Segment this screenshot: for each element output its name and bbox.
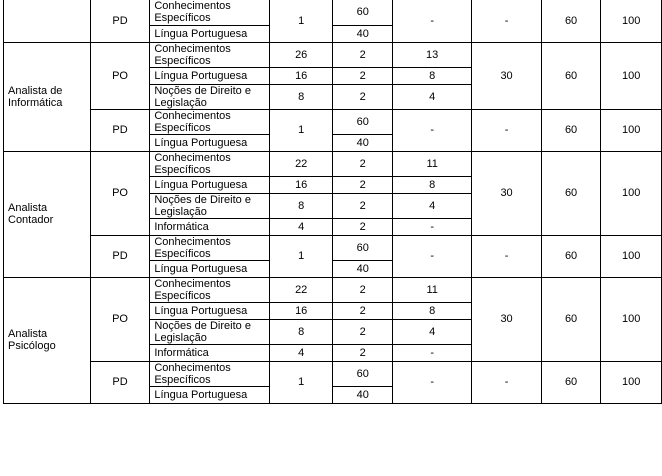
table-row [4, 235, 662, 260]
discipline-cell: Língua Portuguesa [150, 67, 270, 84]
total-min-cell: - [472, 109, 541, 151]
exam-table-body [4, 0, 662, 403]
minimum-cell: 8 [393, 176, 472, 193]
points-cell: 2 [333, 84, 393, 109]
discipline-cell: Noções de Direito e Legislação [150, 193, 270, 218]
discipline-cell: Conhecimentos Específicos [150, 0, 270, 25]
discipline-cell: Língua Portuguesa [150, 134, 270, 151]
discipline-cell: Conhecimentos Específicos [150, 42, 270, 67]
min-score-cell: 60 [541, 277, 601, 361]
table-row [4, 151, 662, 176]
modality-cell: PD [90, 361, 150, 403]
points-cell: 60 [333, 235, 393, 260]
points-cell: 40 [333, 386, 393, 403]
points-cell: 2 [333, 176, 393, 193]
points-cell: 2 [333, 42, 393, 67]
minimum-cell: 4 [393, 84, 472, 109]
questions-cell: 16 [269, 67, 333, 84]
discipline-cell: Língua Portuguesa [150, 302, 270, 319]
discipline-cell: Conhecimentos Específicos [150, 277, 270, 302]
questions-cell: 26 [269, 42, 333, 67]
max-score-cell: 100 [601, 361, 662, 403]
modality-cell: PO [90, 42, 150, 109]
min-score-cell: 60 [541, 151, 601, 235]
minimum-cell: - [393, 235, 472, 277]
questions-cell: 8 [269, 319, 333, 344]
exam-table [3, 0, 662, 404]
questions-cell: 8 [269, 84, 333, 109]
questions-cell: 8 [269, 193, 333, 218]
max-score-cell: 100 [601, 151, 662, 235]
min-score-cell: 60 [541, 361, 601, 403]
table-row [4, 361, 662, 386]
max-score-cell: 100 [601, 42, 662, 109]
questions-cell: 1 [269, 361, 333, 403]
max-score-cell: 100 [601, 109, 662, 151]
total-min-cell: - [472, 361, 541, 403]
minimum-cell: - [393, 361, 472, 403]
minimum-cell: 4 [393, 319, 472, 344]
modality-cell: PO [90, 151, 150, 235]
discipline-cell: Informática [150, 218, 270, 235]
cargo-cell: Analista Contador [4, 151, 91, 277]
questions-cell: 22 [269, 277, 333, 302]
points-cell: 2 [333, 218, 393, 235]
questions-cell: 22 [269, 151, 333, 176]
minimum-cell: 4 [393, 193, 472, 218]
points-cell: 2 [333, 193, 393, 218]
questions-cell: 1 [269, 235, 333, 277]
discipline-cell: Conhecimentos Específicos [150, 361, 270, 386]
points-cell: 2 [333, 344, 393, 361]
points-cell: 60 [333, 361, 393, 386]
points-cell: 2 [333, 151, 393, 176]
points-cell: 60 [333, 109, 393, 134]
points-cell: 2 [333, 67, 393, 84]
minimum-cell: 11 [393, 277, 472, 302]
minimum-cell: 8 [393, 302, 472, 319]
discipline-cell: Língua Portuguesa [150, 260, 270, 277]
max-score-cell: 100 [601, 277, 662, 361]
discipline-cell: Noções de Direito e Legislação [150, 319, 270, 344]
discipline-cell: Língua Portuguesa [150, 25, 270, 42]
minimum-cell: - [393, 218, 472, 235]
min-score-cell: 60 [541, 109, 601, 151]
minimum-cell: - [393, 344, 472, 361]
minimum-cell: 13 [393, 42, 472, 67]
modality-cell: PO [90, 277, 150, 361]
discipline-cell: Informática [150, 344, 270, 361]
total-min-cell: 30 [472, 151, 541, 235]
cargo-cell: Analista Psicólogo [4, 277, 91, 403]
min-score-cell: 60 [541, 42, 601, 109]
questions-cell: 4 [269, 344, 333, 361]
minimum-cell: - [393, 0, 472, 42]
questions-cell: 4 [269, 218, 333, 235]
points-cell: 40 [333, 260, 393, 277]
points-cell: 40 [333, 25, 393, 42]
discipline-cell: Conhecimentos Específicos [150, 235, 270, 260]
total-min-cell: 30 [472, 42, 541, 109]
points-cell: 2 [333, 319, 393, 344]
modality-cell: PD [90, 235, 150, 277]
questions-cell: 1 [269, 109, 333, 151]
total-min-cell: 30 [472, 277, 541, 361]
points-cell: 2 [333, 302, 393, 319]
modality-cell: PD [90, 0, 150, 42]
discipline-cell: Conhecimentos Específicos [150, 109, 270, 134]
points-cell: 40 [333, 134, 393, 151]
questions-cell: 16 [269, 176, 333, 193]
cargo-cell: Analista de Informática [4, 42, 91, 151]
max-score-cell: 100 [601, 0, 662, 42]
points-cell: 60 [333, 0, 393, 25]
discipline-cell: Língua Portuguesa [150, 386, 270, 403]
questions-cell: 16 [269, 302, 333, 319]
discipline-cell: Noções de Direito e Legislação [150, 84, 270, 109]
min-score-cell: 60 [541, 235, 601, 277]
discipline-cell: Conhecimentos Específicos [150, 151, 270, 176]
table-row [4, 109, 662, 134]
min-score-cell: 60 [541, 0, 601, 42]
minimum-cell: 8 [393, 67, 472, 84]
points-cell: 2 [333, 277, 393, 302]
table-row [4, 42, 662, 67]
minimum-cell: - [393, 109, 472, 151]
table-row [4, 277, 662, 302]
minimum-cell: 11 [393, 151, 472, 176]
total-min-cell: - [472, 235, 541, 277]
modality-cell: PD [90, 109, 150, 151]
max-score-cell: 100 [601, 235, 662, 277]
questions-cell: 1 [269, 0, 333, 42]
total-min-cell: - [472, 0, 541, 42]
table-row [4, 0, 662, 25]
cargo-cell [4, 0, 91, 42]
discipline-cell: Língua Portuguesa [150, 176, 270, 193]
